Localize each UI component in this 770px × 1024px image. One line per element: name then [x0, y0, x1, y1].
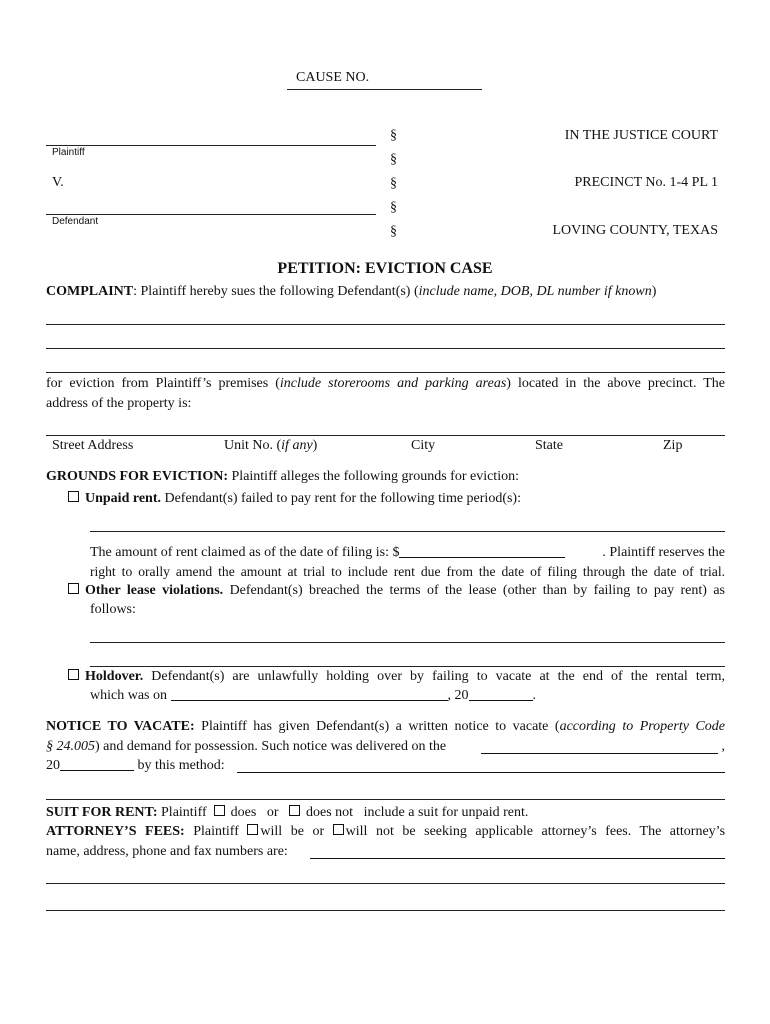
will-be-checkbox[interactable] [247, 824, 258, 835]
complaint-text: : Plaintiff hereby sues the following Defendant(s) ( [133, 284, 419, 299]
complaint-line [46, 284, 656, 300]
attorney-or-label: or [312, 824, 325, 839]
street-address-label: Street Address [52, 438, 134, 453]
premises-text-a: for eviction from Plaintiff’s premises ( [46, 376, 280, 391]
rent-amount-text-b: . Plaintiff reserves the [602, 545, 725, 560]
section-sign: § [390, 176, 397, 191]
court-name: IN THE JUSTICE COURT [564, 128, 718, 143]
holdover-text: Defendant(s) are unlawfully holding over by failing to vacate at the end of the rental term, [151, 669, 725, 684]
notice-hint-b: § 24.005 [46, 739, 95, 754]
attorney-name-label: name, address, phone and fax numbers are: [46, 844, 288, 859]
complaint-close: ) [651, 284, 657, 299]
holdover-checkbox[interactable] [68, 669, 79, 680]
suit-does-checkbox[interactable] [214, 805, 225, 816]
section-sign: § [390, 200, 397, 215]
unpaid-period-field[interactable] [90, 531, 725, 532]
defendant-name-field[interactable] [46, 214, 376, 215]
section-sign: § [390, 224, 397, 239]
notice-method-field[interactable] [237, 760, 725, 773]
premises-text-b: ) located in the above precinct. The [506, 376, 725, 391]
attorney-seeking-text: seeking applicable attorney’s fees. The attorney’s [424, 824, 726, 839]
attorney-info-field[interactable] [310, 846, 725, 859]
attorney-fees-label: ATTORNEY’S FEES: [46, 824, 185, 839]
section-sign: § [390, 128, 397, 143]
other-violations-field-2[interactable] [90, 666, 725, 667]
section-sign: § [390, 152, 397, 167]
suit-does-not-label: does not [306, 805, 354, 820]
holdover-date-field[interactable] [171, 688, 448, 701]
property-address-field[interactable] [46, 435, 725, 436]
attorney-info-field-3[interactable] [46, 910, 725, 911]
page-title: PETITION: EVICTION CASE [277, 260, 493, 277]
notice-hint-a: according to Property Code [559, 719, 726, 734]
attorney-fees-line [46, 824, 725, 840]
follows-label: follows: [90, 602, 136, 617]
amend-text: right to orally amend the amount at trial to include rent due from the date of filing through the date of trial. [90, 564, 725, 579]
cause-no-label: CAUSE NO. [296, 70, 370, 85]
versus-label: V. [52, 175, 64, 190]
other-violations-label: Other lease violations. [85, 583, 224, 598]
notice-comma: , [721, 739, 725, 754]
notice-label: NOTICE TO VACATE: [46, 719, 195, 734]
other-violations-field-1[interactable] [90, 642, 725, 643]
premises-line-1 [46, 376, 725, 392]
unit-text-a: Unit No. ( [224, 438, 282, 453]
unpaid-rent-label: Unpaid rent. [85, 491, 161, 506]
will-be-label: will be [260, 824, 304, 839]
complaint-hint: include name, DOB, DL number if known [418, 284, 652, 299]
premises-line-2: address of the property is: [46, 396, 192, 411]
rent-amount-field[interactable] [399, 545, 565, 558]
other-violations-text: Defendant(s) breached the terms of the lease (other than by failing to pay rent) as [229, 583, 726, 598]
suit-for-rent-line [46, 805, 528, 821]
unpaid-rent-checkbox[interactable] [68, 491, 79, 502]
defendant-info-line-2[interactable] [46, 348, 725, 349]
unit-hint: if any [281, 438, 313, 453]
city-label: City [411, 438, 436, 453]
notice-method-field-2[interactable] [46, 799, 725, 800]
cause-no-field[interactable] [287, 89, 482, 90]
notice-method-label: by this method: [137, 758, 225, 773]
defendant-info-line-1[interactable] [46, 324, 725, 325]
state-label: State [535, 438, 563, 453]
holdover-period: . [532, 688, 536, 703]
suit-plaintiff: Plaintiff [161, 805, 207, 820]
suit-does-not-checkbox[interactable] [289, 805, 300, 816]
which-was-on-label: which was on [90, 688, 167, 703]
notice-line-1 [46, 719, 725, 735]
attorney-info-field-2[interactable] [46, 883, 725, 884]
holdover-year-field[interactable] [469, 688, 533, 701]
notice-twenty: 20 [46, 758, 60, 773]
attorney-info-line [46, 844, 725, 860]
holdover-date-line [90, 688, 536, 704]
suit-does-label: does [230, 805, 257, 820]
plaintiff-name-field[interactable] [46, 145, 376, 146]
suit-include-text: include a suit for unpaid rent. [363, 805, 529, 820]
will-not-be-label: will not be [345, 824, 416, 839]
premises-hint: include storerooms and parking areas [279, 376, 507, 391]
notice-line-3 [46, 758, 725, 774]
grounds-label: GROUNDS FOR EVICTION: [46, 469, 229, 484]
rent-amount-line [90, 545, 725, 561]
plaintiff-label: Plaintiff [52, 147, 85, 158]
unpaid-rent-text: Defendant(s) failed to pay rent for the following time period(s): [164, 491, 521, 506]
unit-no-label [224, 438, 317, 454]
notice-line-2 [46, 739, 725, 755]
grounds-text: Plaintiff alleges the following grounds for eviction: [231, 469, 519, 484]
precinct-label: PRECINCT No. 1-4 PL 1 [574, 175, 718, 190]
notice-year-field[interactable] [60, 758, 134, 771]
grounds-line [46, 469, 519, 485]
holdover-twenty: , 20 [447, 688, 469, 703]
defendant-label: Defendant [52, 216, 99, 227]
county-label: LOVING COUNTY, TEXAS [552, 223, 718, 238]
unpaid-rent-option [68, 491, 521, 507]
suit-for-rent-label: SUIT FOR RENT: [46, 805, 158, 820]
complaint-label: COMPLAINT [46, 284, 134, 299]
other-violations-option [68, 583, 725, 599]
holdover-option [68, 669, 725, 685]
holdover-label: Holdover. [85, 669, 144, 684]
attorney-plaintiff: Plaintiff [193, 824, 239, 839]
notice-text-a: Plaintiff has given Defendant(s) a written notice to vacate ( [201, 719, 560, 734]
notice-text-b: ) and demand for possession. Such notice was delivered on the [95, 739, 447, 754]
unit-text-b: ) [312, 438, 318, 453]
suit-or-label: or [266, 805, 279, 820]
rent-amount-text-a: The amount of rent claimed as of the date of filing is: $ [90, 545, 400, 560]
notice-date-field[interactable] [481, 741, 718, 754]
will-not-be-checkbox[interactable] [333, 824, 344, 835]
zip-label: Zip [663, 438, 683, 453]
defendant-info-line-3[interactable] [46, 372, 725, 373]
other-violations-checkbox[interactable] [68, 583, 79, 594]
